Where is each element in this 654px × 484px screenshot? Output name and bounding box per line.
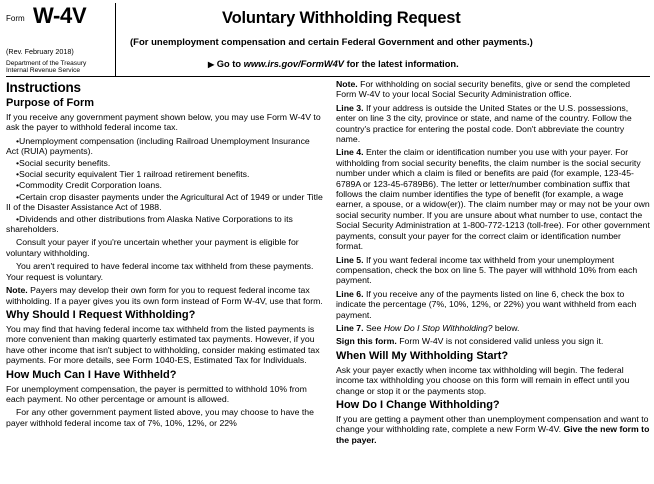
change-bold-text: Give the new form to the payer. [336, 424, 650, 445]
form-subtitle: (For unemployment compensation and certain Federal Government and other payments.) [130, 37, 533, 48]
line7-label: Line 7. [336, 322, 364, 333]
revision-date: (Rev. February 2018) [6, 47, 74, 56]
line4-paragraph [336, 147, 650, 251]
note-label: Note. [336, 79, 358, 89]
line7-pre: See [363, 322, 384, 333]
note-paragraph [6, 285, 324, 306]
goto-suffix: for the latest information. [346, 59, 459, 69]
bullet-icon: • [16, 135, 20, 146]
sign-text: Form W-4V is not considered valid unless you sign it. [396, 336, 604, 347]
line4-label: Line 4. [336, 147, 364, 158]
bullet-icon: • [16, 157, 20, 168]
sign-paragraph [336, 336, 650, 346]
bullet-icon: • [16, 180, 20, 191]
bullet-item [6, 180, 324, 190]
why-heading: Why Should I Request Withholding? [6, 308, 196, 321]
bullet-icon: • [16, 169, 20, 180]
ssa-note-paragraph [336, 79, 650, 100]
line6-label: Line 6. [336, 288, 364, 299]
form-word: Form [6, 14, 25, 23]
how-much-paragraph-2: For any other government payment listed above, you may choose to have the payer withhold federal income tax of 7%, 10%, 12%, or 22% [6, 407, 314, 428]
line5-text: If you want federal income tax withheld from your unemployment compensation, check the box on line 5. The payer will withhold 10% from each payment. [336, 254, 638, 286]
bullet-text: Unemployment compensation (including Railroad Unemployment Insurance Act (RUIA) payments). [6, 135, 310, 157]
line3-label: Line 3. [336, 102, 364, 113]
bullet-item [6, 192, 324, 213]
line6-paragraph [336, 289, 650, 320]
note-text: Payers may develop their own form for you to request federal income tax withholding. If a payer gives you its own form instead of Form W-4V, use that form. [6, 285, 323, 306]
goto-prefix: Go to [216, 59, 242, 69]
note-text: For withholding on social security benefits, give or send the completed Form W-4V to your local Social Security Administration office. [336, 79, 631, 100]
bullet-item [6, 214, 324, 235]
bullet-text: Certain crop disaster payments under the Agricultural Act of 1949 or under Title II of the Disaster Assistance Act of 1988. [6, 191, 323, 213]
department-line-1: Department of the Treasury [6, 60, 87, 67]
bullet-item [6, 136, 324, 157]
bullet-text: Social security benefits. [19, 157, 111, 168]
how-much-heading: How Much Can I Have Withheld? [6, 368, 177, 381]
bullet-item [6, 169, 324, 179]
bullet-item [6, 158, 324, 168]
why-paragraph: You may find that having federal income tax withheld from the listed payments is more convenient than making quarterly estimated tax payments. However, if you have other income that isn't subject to withholding, consider making estimated tax payments. For more details, see Form 1040-ES, Estimated Tax for Individuals. [6, 323, 320, 366]
not-required-paragraph: You aren't required to have federal income tax withheld from these payments. Your request is voluntary. [6, 261, 314, 282]
bullet-text: Social security equivalent Tier 1 railroad retirement benefits. [19, 169, 250, 180]
department-line-2: Internal Revenue Service [6, 67, 81, 75]
form-number: W-4V [33, 3, 87, 28]
goto-url-link[interactable]: www.irs.gov/FormW4V [243, 59, 345, 69]
instructions-heading: Instructions [6, 80, 81, 95]
line7-post: below. [492, 322, 520, 333]
form-title: Voluntary Withholding Request [222, 9, 461, 27]
line6-text: If you receive any of the payments listed on line 6, check the box to indicate the percentage (7%, 10%, 12%, or 22%) you want withheld from each payment. [336, 288, 637, 320]
form-header [6, 3, 650, 77]
form-id-block [6, 3, 116, 77]
left-column [6, 80, 324, 431]
line5-paragraph [336, 255, 650, 286]
change-heading: How Do I Change Withholding? [336, 398, 500, 411]
line4-text: Enter the claim or identification number you use with your payer. For withholding from social security benefits, the claim number is the social security number under which a claim is filed or benefits are paid (for example, 123-45-6789A or 123-45-6789B6). The letter or letter/number combination suffix that follows the claim number identifies the type of benefit (for example, a wage earner, a spouse, or a widow(er)). The claim number may or may not be your own social security number. If you are unsure about what number to use, contact the Social Security Administration at 1-800-772-1213 (toll-free). For other government payments, consult your payer for the correct claim or identification number format. [336, 147, 650, 252]
when-paragraph: Ask your payer exactly when income tax withholding will begin. The federal income tax withholding you choose on this form will remain in effect until you change or stop it or the payments stop. [336, 364, 630, 396]
sign-label: Sign this form. [336, 336, 397, 347]
arrow-right-icon: ▶ [208, 60, 215, 69]
when-heading: When Will My Withholding Start? [336, 349, 509, 362]
bullet-text: Dividends and other distributions from Alaska Native Corporations to its shareholders. [6, 213, 293, 235]
note-label: Note. [6, 285, 28, 296]
line7-paragraph [336, 323, 650, 333]
bullet-icon: • [16, 191, 20, 202]
department-name [6, 60, 86, 74]
line5-label: Line 5. [336, 254, 364, 265]
how-much-paragraph-1: For unemployment compensation, the payer is permitted to withhold 10% from each payment. No other percentage or amount is allowed. [6, 383, 307, 404]
purpose-heading: Purpose of Form [6, 97, 95, 109]
change-paragraph [336, 414, 650, 445]
consult-paragraph: Consult your payer if you're uncertain whether your payment is eligible for voluntary withholding. [6, 237, 299, 258]
change-text: If you are getting a payment other than unemployment compensation and want to change your withholding rate, complete a new Form W-4V. [336, 413, 649, 435]
line3-paragraph [336, 103, 650, 145]
goto-line [208, 59, 459, 69]
line7-reference: How Do I Stop Withholding? [383, 322, 493, 333]
right-column [336, 79, 650, 448]
bullet-text: Commodity Credit Corporation loans. [19, 180, 162, 191]
purpose-paragraph: If you receive any government payment shown below, you may use Form W-4V to ask the payer to withhold federal income tax. [6, 112, 321, 133]
bullet-icon: • [16, 213, 20, 224]
line3-text: If your address is outside the United States or the U.S. possessions, enter on line 3 the city, province or state, and name of the country. Follow the country's practice for entering the postal code. Don't abbreviate the country name. [336, 102, 632, 145]
